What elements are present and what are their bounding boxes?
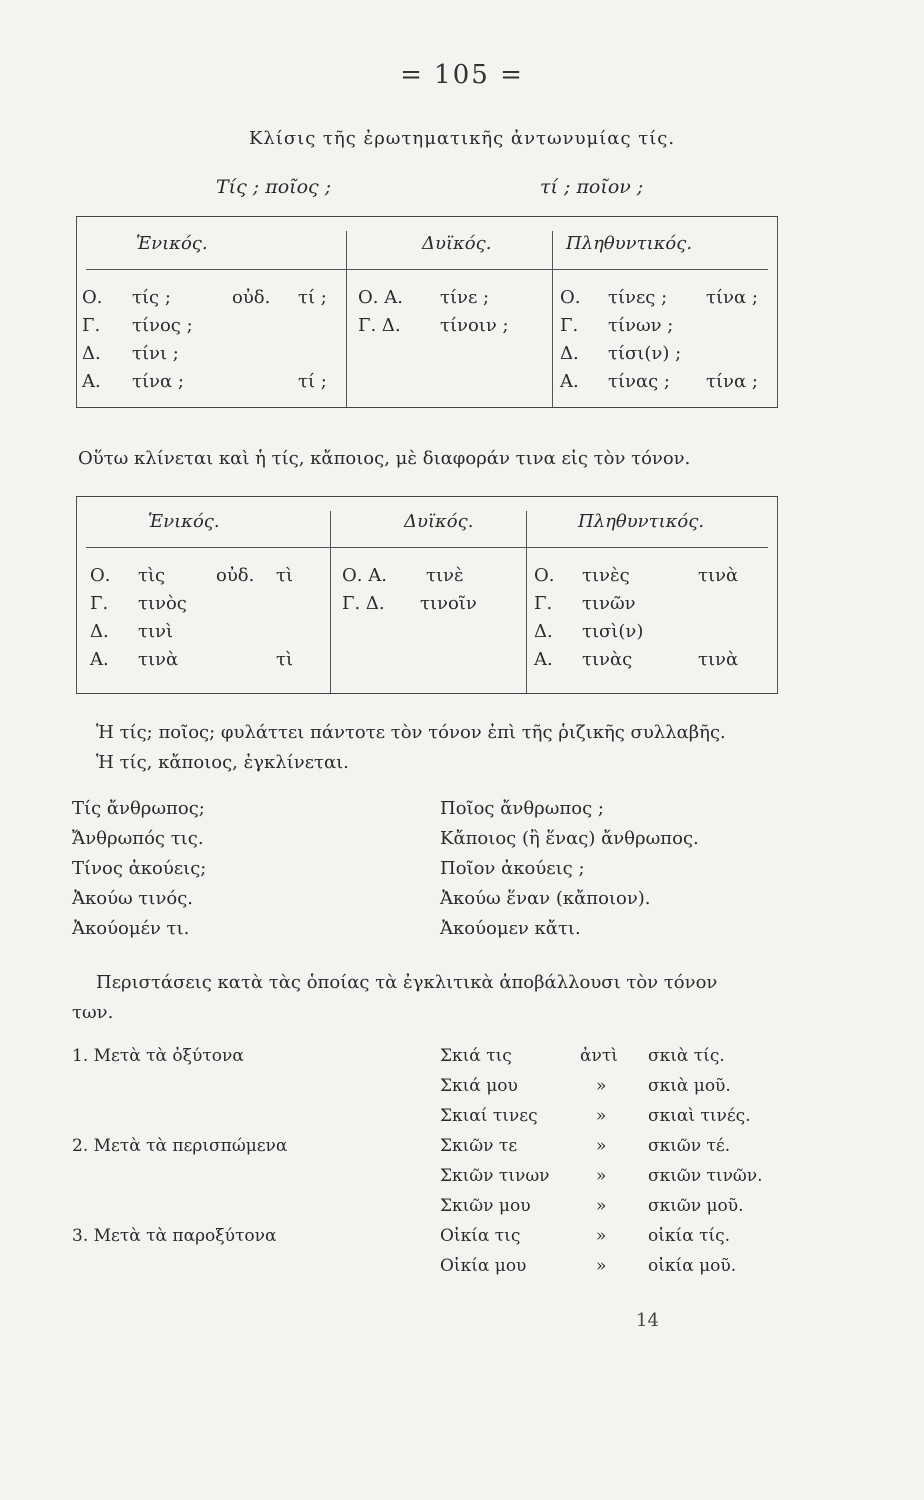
t2-sg-case: Α.: [90, 649, 109, 670]
case-example: Σκιῶν μου: [440, 1196, 531, 1216]
t1-pl-case: Γ.: [560, 315, 579, 336]
declension-table-2: [76, 496, 778, 694]
case-separator: »: [596, 1196, 607, 1216]
case-instead: σκιῶν τέ.: [648, 1136, 731, 1156]
case-instead: οἰκία μοῦ.: [648, 1256, 737, 1276]
t1-pl-form: τίνων ;: [608, 315, 674, 336]
t2-sg-case: Γ.: [90, 593, 109, 614]
case-instead: οἰκία τίς.: [648, 1226, 731, 1246]
case-example: Οἰκία μου: [440, 1256, 527, 1276]
case-separator: »: [596, 1226, 607, 1246]
example-left: Τίς ἄνθρωπος;: [72, 798, 205, 819]
t2-sg-neuter: τὶ: [276, 649, 294, 670]
t1-sg-neuter: τί ;: [298, 287, 327, 308]
t1-pl-form: τίσι(ν) ;: [608, 343, 682, 364]
t1-du-case: Ο. Α.: [358, 287, 403, 308]
table2-header-plural: Πληθυντικός.: [578, 511, 705, 532]
t2-sg-form: τὶς: [138, 565, 166, 586]
example-right: Κἄποιος (ἢ ἕνας) ἄνθρωπος.: [440, 828, 699, 849]
t1-du-form: τίνοιν ;: [440, 315, 509, 336]
case-separator: »: [596, 1106, 607, 1126]
t2-pl-neuter: τινὰ: [698, 565, 739, 586]
t2-pl-form: τινὲς: [582, 565, 630, 586]
t1-pl-case: Α.: [560, 371, 579, 392]
case-example: Σκιῶν τε: [440, 1136, 518, 1156]
t2-sg-case: Ο.: [90, 565, 111, 586]
t1-pl-neuter: τίνα ;: [706, 371, 758, 392]
t2-pl-case: Γ.: [534, 593, 553, 614]
t1-sg-case: Δ.: [82, 343, 101, 364]
case-label: 3. Μετὰ τὰ παροξύτονα: [72, 1226, 277, 1246]
t2-pl-form: τινὰς: [582, 649, 633, 670]
t2-sg-case: Δ.: [90, 621, 109, 642]
t1-du-form: τίνε ;: [440, 287, 490, 308]
t2-sg-form: τινὸς: [138, 593, 187, 614]
case-separator: »: [596, 1136, 607, 1156]
t2-pl-case: Ο.: [534, 565, 555, 586]
case-label: 1. Μετὰ τὰ ὀξύτονα: [72, 1046, 244, 1066]
example-left: Ἀκούομέν τι.: [72, 918, 190, 939]
case-separator: »: [596, 1256, 607, 1276]
table2-header-dual: Δυϊκός.: [404, 511, 474, 532]
t1-pl-neuter: τίνα ;: [706, 287, 758, 308]
section-title: Κλίσις τῆς ἐρωτηματικῆς ἀντωνυμίας τίς.: [248, 128, 676, 149]
example-right: Ποῖον ἀκούεις ;: [440, 858, 585, 879]
page-number: = 105 =: [400, 60, 524, 90]
t2-pl-form: τισὶ(ν): [582, 621, 644, 642]
declension-table-1: [76, 216, 778, 408]
case-separator: »: [596, 1076, 607, 1096]
t1-sg-case: Ο.: [82, 287, 103, 308]
t2-pl-neuter: τινὰ: [698, 649, 739, 670]
t1-sg-form: τίς ;: [132, 287, 171, 308]
case-example: Σκιῶν τινων: [440, 1166, 550, 1186]
example-left: Ἄνθρωπός τις.: [72, 828, 204, 849]
t1-sg-case: Α.: [82, 371, 101, 392]
t1-sg-neuter: τί ;: [298, 371, 327, 392]
t1-sg-form: τίνος ;: [132, 315, 193, 336]
cases-intro: Περιστάσεις κατὰ τὰς ὁποίας τὰ ἐγκλιτικὰ ἀποβάλλουσι τὸν τόνον: [96, 972, 718, 993]
case-example: Σκιά τις: [440, 1046, 512, 1066]
case-separator: »: [596, 1166, 607, 1186]
example-right: Ἀκούομεν κἄτι.: [440, 918, 581, 939]
case-instead: σκιὰ τίς.: [648, 1046, 725, 1066]
t2-sg-form: τινὰ: [138, 649, 179, 670]
case-instead: σκιαὶ τινές.: [648, 1106, 751, 1126]
example-left: Ἀκούω τινός.: [72, 888, 194, 909]
t2-du-form: τινὲ: [426, 565, 464, 586]
signature-mark: 14: [636, 1310, 659, 1331]
mid-sentence: Οὕτω κλίνεται καὶ ἡ τίς, κἄποιος, μὲ διαφοράν τινα εἰς τὸν τόνον.: [78, 448, 691, 469]
t1-pl-form: τίνες ;: [608, 287, 668, 308]
t1-sg-form: τίνα ;: [132, 371, 184, 392]
t1-pl-case: Ο.: [560, 287, 581, 308]
case-example: Οἰκία τις: [440, 1226, 521, 1246]
table1-header-singular: Ἑνικός.: [136, 233, 208, 254]
t1-sg-form: τίνι ;: [132, 343, 179, 364]
t2-sg-neuter-label: οὐδ.: [216, 565, 255, 586]
case-label: 2. Μετὰ τὰ περισπώμενα: [72, 1136, 288, 1156]
case-separator: ἀντὶ: [580, 1046, 618, 1066]
note-1: Ἡ τίς; ποῖος; φυλάττει πάντοτε τὸν τόνον ἐπὶ τῆς ῥιζικῆς συλλαβῆς.: [96, 722, 726, 743]
cases-intro-cont: των.: [72, 1002, 114, 1023]
example-left: Τίνος ἀκούεις;: [72, 858, 207, 879]
t2-pl-form: τινῶν: [582, 593, 636, 614]
t2-du-case: Γ. Δ.: [342, 593, 385, 614]
t1-du-case: Γ. Δ.: [358, 315, 401, 336]
t1-sg-case: Γ.: [82, 315, 101, 336]
case-instead: σκιῶν μοῦ.: [648, 1196, 744, 1216]
case-example: Σκιά μου: [440, 1076, 518, 1096]
t2-pl-case: Α.: [534, 649, 553, 670]
t1-pl-case: Δ.: [560, 343, 579, 364]
t2-du-form: τινοῖν: [420, 593, 477, 614]
subtitle-left: Τίς ; ποῖος ;: [216, 176, 332, 198]
case-example: Σκιαί τινες: [440, 1106, 538, 1126]
example-right: Ποῖος ἄνθρωπος ;: [440, 798, 604, 819]
note-2: Ἡ τίς, κἄποιος, ἐγκλίνεται.: [96, 752, 349, 773]
subtitle-right: τί ; ποῖον ;: [540, 176, 644, 198]
t2-sg-neuter: τὶ: [276, 565, 294, 586]
t2-du-case: Ο. Α.: [342, 565, 387, 586]
t2-sg-form: τινὶ: [138, 621, 174, 642]
example-right: Ἀκούω ἕναν (κἄποιον).: [440, 888, 651, 909]
case-instead: σκιῶν τινῶν.: [648, 1166, 763, 1186]
case-instead: σκιὰ μοῦ.: [648, 1076, 731, 1096]
table2-header-singular: Ἑνικός.: [148, 511, 220, 532]
table1-header-dual: Δυϊκός.: [422, 233, 492, 254]
t1-sg-neuter-label: οὐδ.: [232, 287, 271, 308]
t2-pl-case: Δ.: [534, 621, 553, 642]
t1-pl-form: τίνας ;: [608, 371, 670, 392]
table1-header-plural: Πληθυντικός.: [566, 233, 693, 254]
